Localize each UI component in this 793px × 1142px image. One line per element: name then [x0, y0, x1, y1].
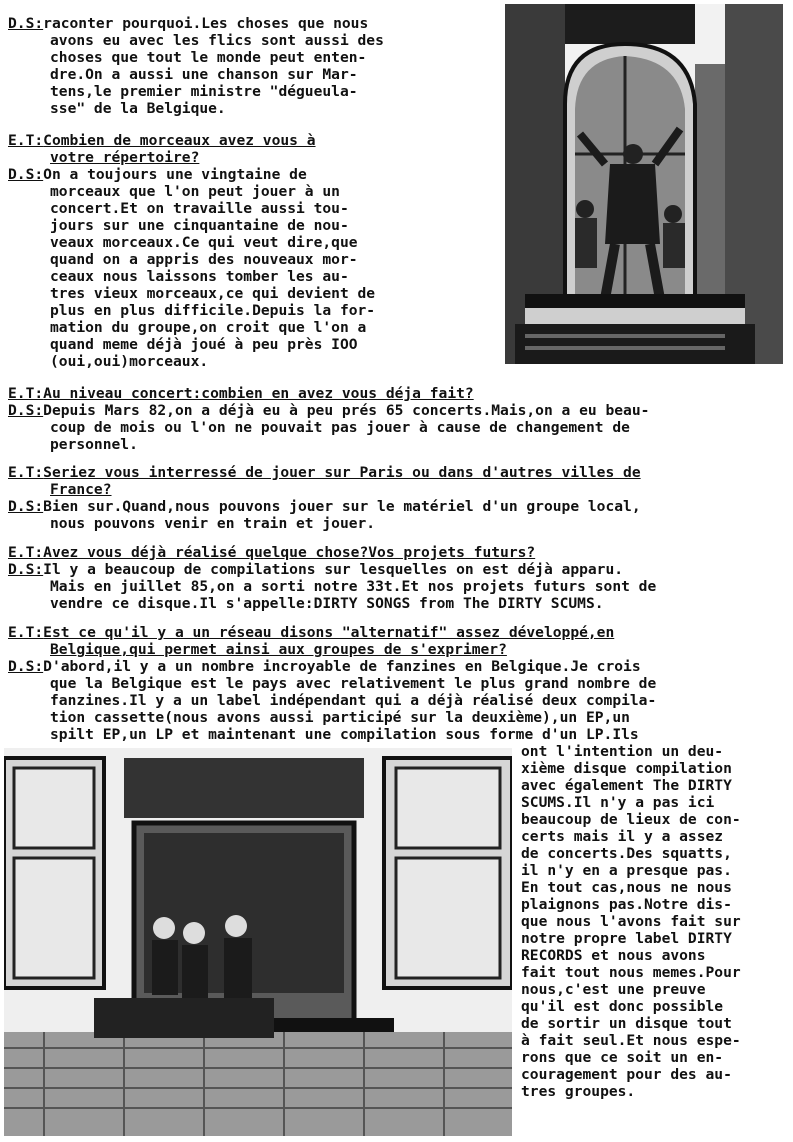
- line-text: Il y a beaucoup de compilations sur lesquelles on est déjà apparu.: [43, 561, 624, 578]
- text-line: beaucoup de lieux de con-: [521, 811, 741, 828]
- text-line: SCUMS.Il n'y a pas ici: [521, 794, 715, 811]
- speaker-label: E.T:: [8, 385, 44, 402]
- text-line: [50, 482, 112, 498]
- text-line: concert.Et on travaille aussi tou-: [50, 200, 349, 217]
- speaker-label: D.S:: [8, 658, 44, 675]
- text-line: tens,le premier ministre "dégueula-: [50, 83, 358, 100]
- text-line: choses que tout le monde peut enten-: [50, 49, 367, 66]
- speaker-label: E.T:: [8, 544, 44, 561]
- text-line: nous pouvons venir en train et jouer.: [50, 515, 376, 532]
- line-text: On a toujours une vingtaine de: [43, 166, 307, 183]
- text-line: que la Belgique est le pays avec relativement le plus grand nombre de: [50, 675, 657, 692]
- text-line: que nous l'avons fait sur: [521, 913, 741, 930]
- text-line: [8, 545, 535, 561]
- text-line: [8, 562, 623, 578]
- text-line: tres vieux morceaux,ce qui devient de: [50, 285, 376, 302]
- line-text: raconter pourquoi.Les choses que nous: [43, 15, 369, 32]
- text-line: personnel.: [50, 436, 138, 453]
- speaker-label: D.S:: [8, 561, 44, 578]
- text-line: [8, 133, 316, 149]
- speaker-label: D.S:: [8, 402, 44, 419]
- speaker-label: E.T:: [8, 132, 44, 149]
- text-line: [8, 167, 307, 183]
- text-line: qu'il est donc possible: [521, 998, 724, 1015]
- line-text: Bien sur.Quand,nous pouvons jouer sur le matériel d'un groupe local,: [43, 498, 641, 515]
- text-line: tion cassette(nous avons aussi participé sur la deuxième),un EP,un: [50, 709, 630, 726]
- text-line: fanzines.Il y a un label indépendant qui a déjà réalisé deux compila-: [50, 692, 657, 709]
- text-line: jours sur une cinquantaine de nou-: [50, 217, 349, 234]
- text-line: [8, 465, 641, 481]
- text-line: [8, 403, 649, 419]
- text-line: RECORDS et nous avons: [521, 947, 706, 964]
- text-line: morceaux que l'on peut jouer à un: [50, 183, 340, 200]
- line-text: D'abord,il y a un nombre incroyable de fanzines en Belgique.Je crois: [43, 658, 641, 675]
- question-text: Seriez vous interressé de jouer sur Paris ou dans d'autres villes de: [43, 464, 641, 481]
- question-text: Belgique,qui permet ainsi aux groupes de s'exprimer?: [50, 641, 507, 658]
- text-line: avons eu avec les flics sont aussi des: [50, 32, 384, 49]
- text-line: (oui,oui)morceaux.: [50, 353, 209, 370]
- text-line: quand on a appris des nouveaux mor-: [50, 251, 358, 268]
- text-line: notre propre label DIRTY: [521, 930, 732, 947]
- speaker-label: E.T:: [8, 624, 44, 641]
- question-text: Au niveau concert:combien en avez vous déja fait?: [43, 385, 474, 402]
- band-window-photo-art: [505, 4, 783, 364]
- text-line: [8, 625, 614, 641]
- text-line: rons que ce soit un en-: [521, 1049, 724, 1066]
- text-line: [8, 386, 474, 402]
- speaker-label: D.S:: [8, 498, 44, 515]
- text-line: il n'y en a presque pas.: [521, 862, 732, 879]
- text-line: couragement pour des au-: [521, 1066, 732, 1083]
- speaker-label: D.S:: [8, 166, 44, 183]
- text-line: [50, 150, 199, 166]
- text-line: dre.On a aussi une chanson sur Mar-: [50, 66, 358, 83]
- text-line: [8, 16, 368, 32]
- text-line: ont l'intention un deu-: [521, 743, 724, 760]
- text-line: tres groupes.: [521, 1083, 636, 1100]
- text-line: xième disque compilation: [521, 760, 732, 777]
- speaker-label: E.T:: [8, 464, 44, 481]
- question-text: votre répertoire?: [50, 149, 200, 166]
- text-line: nous,c'est une preuve: [521, 981, 706, 998]
- text-line: de sortir un disque tout: [521, 1015, 732, 1032]
- text-line: à fait seul.Et nous espe-: [521, 1032, 741, 1049]
- band-window-photo: [505, 4, 783, 364]
- text-line: mation du groupe,on croit que l'on a: [50, 319, 367, 336]
- speaker-label: D.S:: [8, 15, 44, 32]
- text-line: certs mais il y a assez: [521, 828, 724, 845]
- band-doorway-photo-art: [4, 748, 512, 1136]
- line-text: Depuis Mars 82,on a déjà eu à peu prés 65 concerts.Mais,on a eu beau-: [43, 402, 650, 419]
- text-line: coup de mois ou l'on ne pouvait pas jouer à cause de changement de: [50, 419, 630, 436]
- question-text: Avez vous déjà réalisé quelque chose?Vos projets futurs?: [43, 544, 536, 561]
- text-line: vendre ce disque.Il s'appelle:DIRTY SONGS from The DIRTY SCUMS.: [50, 595, 604, 612]
- text-line: de concerts.Des squatts,: [521, 845, 732, 862]
- question-text: France?: [50, 481, 112, 498]
- text-line: fait tout nous memes.Pour: [521, 964, 741, 981]
- text-line: veaux morceaux.Ce qui veut dire,que: [50, 234, 358, 251]
- question-text: Est ce qu'il y a un réseau disons "alternatif" assez développé,en: [43, 624, 615, 641]
- text-line: [50, 642, 507, 658]
- text-line: quand meme déjà joué à peu près IOO: [50, 336, 358, 353]
- text-line: spilt EP,un LP et maintenant une compilation sous forme d'un LP.Ils: [50, 726, 639, 743]
- band-doorway-photo: [4, 748, 512, 1136]
- question-text: Combien de morceaux avez vous à: [43, 132, 316, 149]
- text-line: sse" de la Belgique.: [50, 100, 226, 117]
- text-line: plaignons pas.Notre dis-: [521, 896, 732, 913]
- text-line: En tout cas,nous ne nous: [521, 879, 732, 896]
- text-line: plus en plus difficile.Depuis la for-: [50, 302, 376, 319]
- text-line: avec également The DIRTY: [521, 777, 732, 794]
- text-line: [8, 499, 641, 515]
- text-line: [8, 659, 641, 675]
- text-line: Mais en juillet 85,on a sorti notre 33t.Et nos projets futurs sont de: [50, 578, 657, 595]
- text-line: ceaux nous laissons tomber les au-: [50, 268, 349, 285]
